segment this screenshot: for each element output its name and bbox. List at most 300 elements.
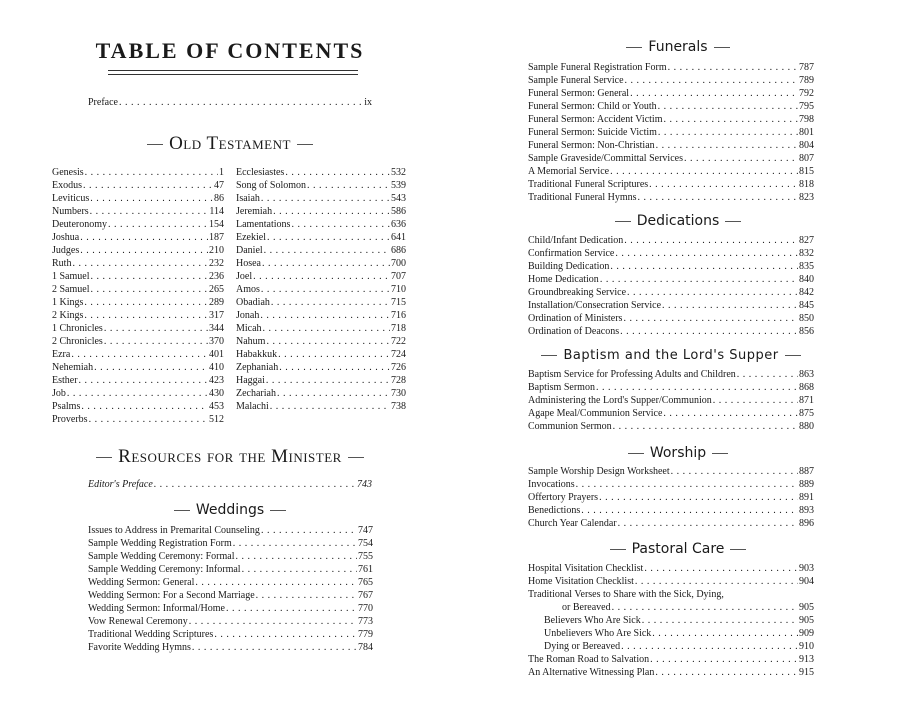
dot-leader xyxy=(630,87,798,100)
dot-leader xyxy=(108,218,208,231)
entry-title: Confirmation Service xyxy=(528,248,615,259)
dot-leader xyxy=(72,257,208,270)
entry-title: Preface xyxy=(88,97,118,108)
dot-leader xyxy=(261,192,390,205)
entry-page: 875 xyxy=(799,408,814,419)
dot-leader xyxy=(104,335,208,348)
toc-entry-editors-preface[interactable] xyxy=(88,478,372,491)
entry-title: Proverbs xyxy=(52,414,88,425)
toc-entry[interactable] xyxy=(52,257,224,270)
toc-entry[interactable] xyxy=(528,273,814,286)
entry-page: 913 xyxy=(799,654,814,665)
toc-entry[interactable] xyxy=(52,205,224,218)
toc-entry[interactable] xyxy=(544,640,814,653)
dot-leader xyxy=(656,139,798,152)
entry-title: 1 Kings xyxy=(52,297,84,308)
dot-leader xyxy=(84,309,208,322)
dot-leader xyxy=(684,152,798,165)
entry-page: ix xyxy=(364,97,372,108)
entry-title: Sample Funeral Service xyxy=(528,75,624,86)
entry-page: 896 xyxy=(799,518,814,529)
toc-entry[interactable] xyxy=(52,400,224,413)
entry-title: Malachi xyxy=(236,401,269,412)
toc-entry[interactable] xyxy=(528,286,814,299)
entry-title: 2 Chronicles xyxy=(52,336,103,347)
entry-title: Joshua xyxy=(52,232,80,243)
entry-title: Ecclesiastes xyxy=(236,167,285,178)
entry-page: 804 xyxy=(799,140,814,151)
entry-page: 686 xyxy=(391,245,406,256)
entry-page: 532 xyxy=(391,167,406,178)
toc-entry[interactable] xyxy=(528,178,814,191)
dot-leader xyxy=(233,537,357,550)
entry-title: Benedictions xyxy=(528,505,581,516)
toc-entry[interactable] xyxy=(236,205,406,218)
dot-leader xyxy=(262,257,390,270)
dot-leader xyxy=(90,205,209,218)
dot-leader xyxy=(80,231,208,244)
entry-page: 430 xyxy=(209,388,224,399)
toc-entry[interactable] xyxy=(52,179,224,192)
toc-entry[interactable] xyxy=(528,420,814,433)
dot-leader xyxy=(94,361,208,374)
toc-entry[interactable] xyxy=(52,166,224,179)
toc-entry[interactable] xyxy=(88,602,373,615)
dot-leader xyxy=(264,244,390,257)
entry-title: Funeral Sermon: Non-Christian xyxy=(528,140,655,151)
dot-leader xyxy=(663,407,798,420)
toc-entry[interactable] xyxy=(528,517,814,530)
title-rule-top xyxy=(108,70,358,71)
entry-title: Joel xyxy=(236,271,253,282)
section-heading-worship: Worship xyxy=(578,445,778,461)
toc-entry[interactable] xyxy=(544,614,814,627)
entry-page: 823 xyxy=(799,192,814,203)
entry-title: Unbelievers Who Are Sick xyxy=(544,628,652,639)
entry-page: 887 xyxy=(799,466,814,477)
entry-title: A Memorial Service xyxy=(528,166,610,177)
dot-leader xyxy=(644,562,798,575)
toc-entry-traditional-verses-cont[interactable] xyxy=(528,601,814,614)
dot-leader xyxy=(279,361,390,374)
toc-entry[interactable] xyxy=(528,61,814,74)
entry-page: 265 xyxy=(209,284,224,295)
dot-leader xyxy=(271,296,390,309)
toc-entry[interactable] xyxy=(88,537,373,550)
entry-page: 317 xyxy=(209,310,224,321)
dot-leader xyxy=(671,465,798,478)
entry-page: 835 xyxy=(799,261,814,272)
entry-title: Baptism Sermon xyxy=(528,382,595,393)
toc-entry[interactable] xyxy=(52,322,224,335)
toc-entry[interactable] xyxy=(528,247,814,260)
entry-page: 754 xyxy=(358,538,373,549)
entry-title: Job xyxy=(52,388,66,399)
entry-title: Child/Infant Dedication xyxy=(528,235,624,246)
dot-leader xyxy=(242,563,357,576)
section-heading-resources: Resources for the Minister xyxy=(64,446,396,468)
dot-leader xyxy=(273,205,390,218)
worship-list xyxy=(528,465,814,530)
toc-entry[interactable] xyxy=(88,641,373,654)
entry-title: Esther xyxy=(52,375,78,386)
entry-page: 210 xyxy=(209,245,224,256)
entry-page: 236 xyxy=(209,271,224,282)
entry-title: Groundbreaking Service xyxy=(528,287,627,298)
entry-page: 738 xyxy=(391,401,406,412)
toc-entry[interactable] xyxy=(528,87,814,100)
dot-leader xyxy=(662,299,798,312)
entry-page: 773 xyxy=(358,616,373,627)
toc-entry[interactable] xyxy=(528,666,814,679)
dot-leader xyxy=(615,247,798,260)
entry-page: 743 xyxy=(357,479,372,490)
entry-title: Home Visitation Checklist xyxy=(528,576,634,587)
entry-page: 815 xyxy=(799,166,814,177)
dot-leader xyxy=(620,325,798,338)
toc-entry[interactable] xyxy=(544,627,814,640)
entry-title: Amos xyxy=(236,284,260,295)
entry-page: 856 xyxy=(799,326,814,337)
toc-entry[interactable] xyxy=(52,192,224,205)
entry-page: 755 xyxy=(358,551,373,562)
toc-entry[interactable] xyxy=(88,589,373,602)
toc-entry[interactable] xyxy=(52,413,224,426)
toc-entry[interactable] xyxy=(528,465,814,478)
entry-page: 715 xyxy=(391,297,406,308)
toc-entry[interactable] xyxy=(528,368,814,381)
toc-entry[interactable] xyxy=(52,361,224,374)
entry-page: 871 xyxy=(799,395,814,406)
dot-leader xyxy=(277,387,390,400)
toc-entry[interactable] xyxy=(528,381,814,394)
entry-title: Hosea xyxy=(236,258,261,269)
toc-entry[interactable] xyxy=(528,152,814,165)
entry-title: Nahum xyxy=(236,336,266,347)
toc-entry[interactable] xyxy=(528,234,814,247)
entry-title: Sample Wedding Ceremony: Informal xyxy=(88,564,241,575)
entry-page: 798 xyxy=(799,114,814,125)
entry-title: Song of Solomon xyxy=(236,180,307,191)
section-heading-weddings: Weddings xyxy=(130,502,330,518)
toc-entry[interactable] xyxy=(236,361,406,374)
entry-title: Exodus xyxy=(52,180,82,191)
dot-leader xyxy=(192,641,357,654)
toc-entry[interactable] xyxy=(52,244,224,257)
toc-entry[interactable] xyxy=(236,387,406,400)
dot-leader xyxy=(266,335,390,348)
entry-title: Deuteronomy xyxy=(52,219,107,230)
entry-page: 289 xyxy=(209,297,224,308)
toc-entry[interactable] xyxy=(88,563,373,576)
dot-leader xyxy=(576,478,798,491)
entry-title: Communion Sermon xyxy=(528,421,612,432)
entry-title: Leviticus xyxy=(52,193,90,204)
entry-page: 1 xyxy=(219,167,224,178)
entry-page: 910 xyxy=(799,641,814,652)
toc-entry-preface[interactable] xyxy=(88,96,372,109)
entry-page: 718 xyxy=(391,323,406,334)
weddings-list xyxy=(88,524,373,654)
entry-title: Psalms xyxy=(52,401,81,412)
entry-title: Funeral Sermon: Suicide Victim xyxy=(528,127,657,138)
entry-page: 453 xyxy=(209,401,224,412)
toc-entry[interactable] xyxy=(528,504,814,517)
dot-leader xyxy=(291,218,390,231)
entry-title: Agape Meal/Communion Service xyxy=(528,408,663,419)
entry-title: Church Year Calendar xyxy=(528,518,617,529)
toc-entry[interactable] xyxy=(52,218,224,231)
toc-entry[interactable] xyxy=(52,335,224,348)
toc-entry[interactable] xyxy=(528,312,814,325)
entry-page: 710 xyxy=(391,284,406,295)
toc-entry[interactable] xyxy=(528,191,814,204)
entry-title: Issues to Address in Premarital Counseling xyxy=(88,525,260,536)
toc-entry-traditional-verses[interactable] xyxy=(528,588,814,601)
toc-entry[interactable] xyxy=(528,478,814,491)
entry-title: Funeral Sermon: Child or Youth xyxy=(528,101,657,112)
entry-page: 543 xyxy=(391,193,406,204)
dot-leader xyxy=(260,309,390,322)
entry-page: 767 xyxy=(358,590,373,601)
dot-leader xyxy=(195,576,357,589)
toc-entry[interactable] xyxy=(528,562,814,575)
toc-entry[interactable] xyxy=(88,576,373,589)
toc-entry[interactable] xyxy=(528,126,814,139)
entry-title: Wedding Sermon: General xyxy=(88,577,195,588)
dot-leader xyxy=(79,374,208,387)
entry-page: 784 xyxy=(358,642,373,653)
dot-leader xyxy=(270,400,390,413)
toc-entry[interactable] xyxy=(528,575,814,588)
dot-leader xyxy=(91,270,209,283)
entry-title: Installation/Consecration Service xyxy=(528,300,662,311)
entry-title: or Bereaved xyxy=(562,602,611,613)
toc-entry[interactable] xyxy=(88,550,373,563)
toc-entry[interactable] xyxy=(88,524,373,537)
dot-leader xyxy=(610,165,798,178)
entry-title: 1 Chronicles xyxy=(52,323,103,334)
toc-entry[interactable] xyxy=(236,218,406,231)
toc-entry[interactable] xyxy=(528,260,814,273)
entry-page: 707 xyxy=(391,271,406,282)
toc-entry[interactable] xyxy=(52,270,224,283)
entry-page: 889 xyxy=(799,479,814,490)
dot-leader xyxy=(658,126,798,139)
toc-entry[interactable] xyxy=(528,407,814,420)
toc-entry[interactable] xyxy=(528,325,814,338)
entry-page: 641 xyxy=(391,232,406,243)
section-heading-baptism: Baptism and the Lord's Supper xyxy=(528,348,814,363)
dot-leader xyxy=(261,283,390,296)
entry-page: 863 xyxy=(799,369,814,380)
dot-leader xyxy=(89,413,208,426)
toc-entry[interactable] xyxy=(528,74,814,87)
section-heading-old-testament: Old Testament xyxy=(52,133,408,155)
dot-leader xyxy=(189,615,357,628)
entry-page: 807 xyxy=(799,153,814,164)
entry-title: Sample Worship Design Worksheet xyxy=(528,466,670,477)
entry-title: Funeral Sermon: General xyxy=(528,88,630,99)
toc-entry[interactable] xyxy=(236,322,406,335)
entry-page: 868 xyxy=(799,382,814,393)
dot-leader xyxy=(596,381,798,394)
entry-title: Lamentations xyxy=(236,219,291,230)
entry-page: 728 xyxy=(391,375,406,386)
toc-entry[interactable] xyxy=(88,628,373,641)
pastoral-list xyxy=(528,562,814,679)
entry-page: 795 xyxy=(799,101,814,112)
entry-title: Wedding Sermon: Informal/Home xyxy=(88,603,225,614)
dot-leader xyxy=(638,191,798,204)
entry-page: 845 xyxy=(799,300,814,311)
dot-leader xyxy=(713,394,798,407)
entry-title: Zephaniah xyxy=(236,362,279,373)
toc-entry[interactable] xyxy=(52,387,224,400)
entry-title: Ezra xyxy=(52,349,71,360)
entry-page: 586 xyxy=(391,206,406,217)
dot-leader xyxy=(618,517,798,530)
entry-page: 370 xyxy=(209,336,224,347)
toc-entry[interactable] xyxy=(52,231,224,244)
entry-title: Baptism Service for Professing Adults and Children xyxy=(528,369,736,380)
entry-title: Editor's Preface xyxy=(88,479,153,490)
toc-entry[interactable] xyxy=(528,299,814,312)
dot-leader xyxy=(85,166,218,179)
toc-entry[interactable] xyxy=(528,113,814,126)
toc-entry[interactable] xyxy=(236,179,406,192)
entry-title: Administering the Lord's Supper/Communion xyxy=(528,395,712,406)
entry-page: 512 xyxy=(209,414,224,425)
entry-title: Haggai xyxy=(236,375,265,386)
entry-page: 905 xyxy=(799,615,814,626)
dot-leader xyxy=(610,260,798,273)
toc-entry[interactable] xyxy=(236,309,406,322)
toc-entry[interactable] xyxy=(52,296,224,309)
toc-entry[interactable] xyxy=(236,296,406,309)
dot-leader xyxy=(635,575,798,588)
entry-title: Nehemiah xyxy=(52,362,94,373)
dot-leader xyxy=(71,348,208,361)
dot-leader xyxy=(90,192,213,205)
toc-entry[interactable] xyxy=(528,165,814,178)
dot-leader xyxy=(285,166,390,179)
toc-entry[interactable] xyxy=(528,394,814,407)
entry-page: 344 xyxy=(209,323,224,334)
entry-title: 2 Kings xyxy=(52,310,84,321)
dot-leader xyxy=(655,666,798,679)
entry-title: Numbers xyxy=(52,206,89,217)
dot-leader xyxy=(649,178,798,191)
dot-leader xyxy=(663,113,798,126)
toc-entry[interactable] xyxy=(52,374,224,387)
entry-page: 401 xyxy=(209,349,224,360)
dot-leader xyxy=(67,387,208,400)
dot-leader xyxy=(104,322,208,335)
toc-entry[interactable] xyxy=(236,244,406,257)
entry-title: Habakkuk xyxy=(236,349,278,360)
toc-entry[interactable] xyxy=(236,192,406,205)
entry-title: Micah xyxy=(236,323,262,334)
toc-entry[interactable] xyxy=(528,139,814,152)
dot-leader xyxy=(278,348,390,361)
entry-title: Traditional Verses to Share with the Sick, Dying, xyxy=(528,589,724,600)
toc-entry[interactable] xyxy=(528,653,814,666)
dot-leader xyxy=(266,374,390,387)
dot-leader xyxy=(84,296,208,309)
baptism-list xyxy=(528,368,814,433)
entry-title: Ezekiel xyxy=(236,232,266,243)
toc-entry[interactable] xyxy=(236,166,406,179)
toc-entry[interactable] xyxy=(528,491,814,504)
entry-title: Isaiah xyxy=(236,193,260,204)
entry-title: 2 Samuel xyxy=(52,284,90,295)
dot-leader xyxy=(256,589,357,602)
entry-page: 840 xyxy=(799,274,814,285)
entry-page: 410 xyxy=(209,362,224,373)
toc-entry[interactable] xyxy=(236,400,406,413)
toc-entry[interactable] xyxy=(236,283,406,296)
entry-title: The Roman Road to Salvation xyxy=(528,654,650,665)
entry-title: Sample Graveside/Committal Services xyxy=(528,153,683,164)
toc-entry[interactable] xyxy=(236,348,406,361)
dot-leader xyxy=(214,628,357,641)
toc-entry[interactable] xyxy=(88,615,373,628)
toc-entry[interactable] xyxy=(236,257,406,270)
entry-page: 891 xyxy=(799,492,814,503)
dot-leader xyxy=(658,100,798,113)
toc-entry[interactable] xyxy=(236,335,406,348)
dot-leader xyxy=(613,420,798,433)
entry-page: 770 xyxy=(358,603,373,614)
funerals-list xyxy=(528,61,814,204)
old-testament-col-2 xyxy=(236,166,406,413)
entry-title: Hospital Visitation Checklist xyxy=(528,563,644,574)
dot-leader xyxy=(737,368,798,381)
dot-leader xyxy=(652,627,798,640)
entry-page: 724 xyxy=(391,349,406,360)
dot-leader xyxy=(253,270,390,283)
dot-leader xyxy=(226,602,357,615)
dot-leader xyxy=(650,653,798,666)
entry-title: Traditional Funeral Scriptures xyxy=(528,179,649,190)
toc-entry[interactable] xyxy=(52,309,224,322)
entry-title: Wedding Sermon: For a Second Marriage xyxy=(88,590,255,601)
dot-leader xyxy=(668,61,798,74)
dot-leader xyxy=(91,283,209,296)
dot-leader xyxy=(624,234,798,247)
toc-entry[interactable] xyxy=(236,374,406,387)
entry-page: 787 xyxy=(799,62,814,73)
toc-entry[interactable] xyxy=(52,283,224,296)
dot-leader xyxy=(642,614,798,627)
entry-title: Traditional Wedding Scriptures xyxy=(88,629,214,640)
section-heading-funerals: Funerals xyxy=(578,39,778,55)
dot-leader xyxy=(307,179,390,192)
toc-entry[interactable] xyxy=(528,100,814,113)
entry-page: 880 xyxy=(799,421,814,432)
entry-title: Believers Who Are Sick xyxy=(544,615,641,626)
toc-entry[interactable] xyxy=(52,348,224,361)
entry-page: 86 xyxy=(214,193,224,204)
toc-entry[interactable] xyxy=(236,231,406,244)
dot-leader xyxy=(599,491,798,504)
entry-title: Obadiah xyxy=(236,297,270,308)
entry-page: 792 xyxy=(799,88,814,99)
toc-entry[interactable] xyxy=(236,270,406,283)
entry-title: Ruth xyxy=(52,258,72,269)
entry-page: 842 xyxy=(799,287,814,298)
